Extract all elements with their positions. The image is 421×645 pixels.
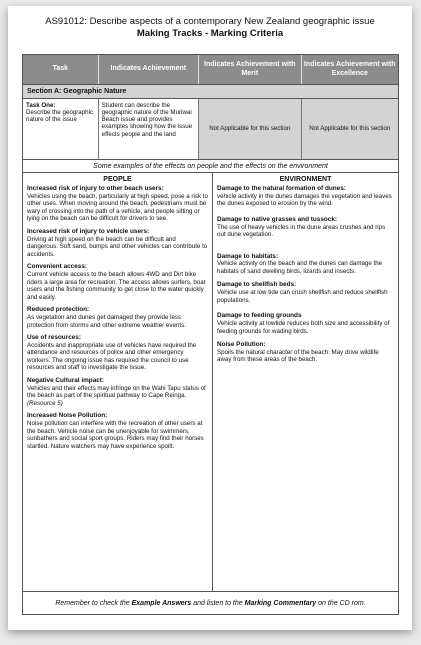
item-body: vehicle activity in the dunes damages the vegetation and leaves the dunes exposed to erosion by the wind. xyxy=(217,192,392,208)
item-heading: Damage to native grasses and tussock: xyxy=(217,215,338,223)
item-heading: Noise Pollution: xyxy=(217,341,266,349)
list-item xyxy=(27,306,208,329)
item-heading: Reduced protection: xyxy=(27,306,90,314)
footer-text-3: on the CD rom. xyxy=(316,600,366,607)
criteria-row xyxy=(22,98,399,160)
column-header-task: Task xyxy=(23,55,99,84)
examples-note: Some examples of the effects on people and the effects on the environment xyxy=(22,159,399,173)
resource-reference: (Resource 5) xyxy=(27,399,63,407)
item-heading: Negative Cultural impact: xyxy=(27,377,105,384)
item-heading: Damage to shellfish beds: xyxy=(217,281,297,289)
item-heading: Damage to the natural formation of dunes: xyxy=(217,185,346,192)
item-body xyxy=(27,385,208,408)
footer-example-answers: Example Answers xyxy=(131,600,192,607)
list-item xyxy=(217,312,394,335)
item-heading: Convenient access: xyxy=(27,263,88,271)
item-heading: Increased Noise Pollution: xyxy=(27,412,108,420)
item-body: Current vehicle access to the beach allows 4WD and Dirt bike riders a large area for recreation. The access allows surfers, boat users and the fishing community to get close to the water quickly and easily. xyxy=(27,271,206,301)
column-header-achievement: Indicates Achievement xyxy=(99,55,199,84)
list-item xyxy=(217,216,394,239)
task-description: Describe the geographic nature of the issue xyxy=(26,109,94,124)
criteria-table-header xyxy=(22,54,399,85)
item-heading: Increased risk of injury to vehicle users: xyxy=(27,227,150,235)
item-body: Vehicle activity at lowtide reduces both size and accessibility of feeding grounds for wading birds. xyxy=(217,319,390,335)
footer-text-1: Remember to check the xyxy=(55,600,132,607)
item-body: Vehicle use at low tide can crush shellfish and reduce shellfish populations. xyxy=(217,289,388,304)
item-heading: Increased risk of injury to other beach users: xyxy=(27,185,164,192)
list-item xyxy=(27,228,208,258)
document-page xyxy=(8,6,412,630)
list-item xyxy=(27,263,208,301)
list-item xyxy=(27,334,208,372)
environment-title: ENVIRONMENT xyxy=(279,176,332,183)
list-item xyxy=(217,253,394,276)
column-header-merit: Indicates Achievement with Merit xyxy=(199,55,301,84)
item-body: Accidents and inappropriate use of vehicles have required the attendance and resources of police and other emergency workers. The ongoing issue has required the council to use resources and staff to investigate the issue. xyxy=(27,341,197,372)
list-item xyxy=(217,185,394,208)
list-item xyxy=(27,377,208,407)
item-heading: Damage to feeding grounds xyxy=(217,312,302,320)
column-header-excellence: Indicates Achievement with Excellence xyxy=(303,61,396,77)
footer-note xyxy=(22,591,399,615)
list-item xyxy=(27,185,208,223)
item-body: Driving at high speed on the beach can be difficult and dangerous. Soft sand, bumps and other vehicles can contribute to accidents. xyxy=(27,235,208,258)
excellence-cell: Not Applicable for this section xyxy=(302,99,398,159)
standard-title: AS91012: Describe aspects of a contemporary New Zealand geographic issue xyxy=(45,16,375,27)
footer-text-2: and listen to the xyxy=(191,600,245,607)
people-column xyxy=(23,173,213,591)
people-title: PEOPLE xyxy=(103,176,132,183)
merit-cell: Not Applicable for this section xyxy=(199,99,301,159)
section-title: Section A: Geographic Nature xyxy=(22,84,399,99)
list-item xyxy=(217,341,394,364)
list-item xyxy=(217,281,394,304)
item-heading: Use of resources: xyxy=(27,334,81,342)
page-title: Making Tracks - Marking Criteria xyxy=(136,28,284,39)
list-item xyxy=(27,412,208,450)
footer-marking-commentary: Marking Commentary xyxy=(244,600,317,607)
examples-columns xyxy=(22,172,399,592)
achievement-cell: Student can describe the geographic nature of the Muriwai Beach issue and provides examples showing how the issue effects people and the land xyxy=(99,99,199,159)
task-cell xyxy=(23,99,99,159)
item-body: Spoils the natural character of the beach. May drive wildlife away from these areas of the beach. xyxy=(217,348,379,364)
item-body: As vegetation and dunes get damaged they provide less protection from storms and other extreme weather events. xyxy=(27,313,186,329)
task-title: Task One: xyxy=(26,102,56,109)
item-body: The use of heavy vehicles in the dune areas crushes and rips out dune vegetation. xyxy=(217,223,386,239)
environment-column xyxy=(213,173,398,591)
item-heading: Damage to habitats: xyxy=(217,252,279,260)
item-body: Vehicle activity on the beach and the dunes can damage the habitats of sand dwelling birds, lizards and insects. xyxy=(217,260,383,275)
item-body: Noise pollution can interfere with the recreation of other users at the beach. Vehicle noise can be unenjoyable for swimmers, sunbathers and social sport groups. Riders may find their horses startled. Nature watchers may have experience spoilt. xyxy=(27,420,204,450)
item-body: Vehicles using the beach, particularly at high speed, pose a risk to other uses. When moving around the beach, pedestrians must be wary of crossing into the path of a vehicle, and people sitting or lying on the beach can be difficult for drivers to see. xyxy=(27,192,208,223)
item-body-text: Vehicles and their effects may infringe on the Wahi Tapu status of the beach as part of the spiritual pathway to Cape Reinga. xyxy=(27,384,206,400)
